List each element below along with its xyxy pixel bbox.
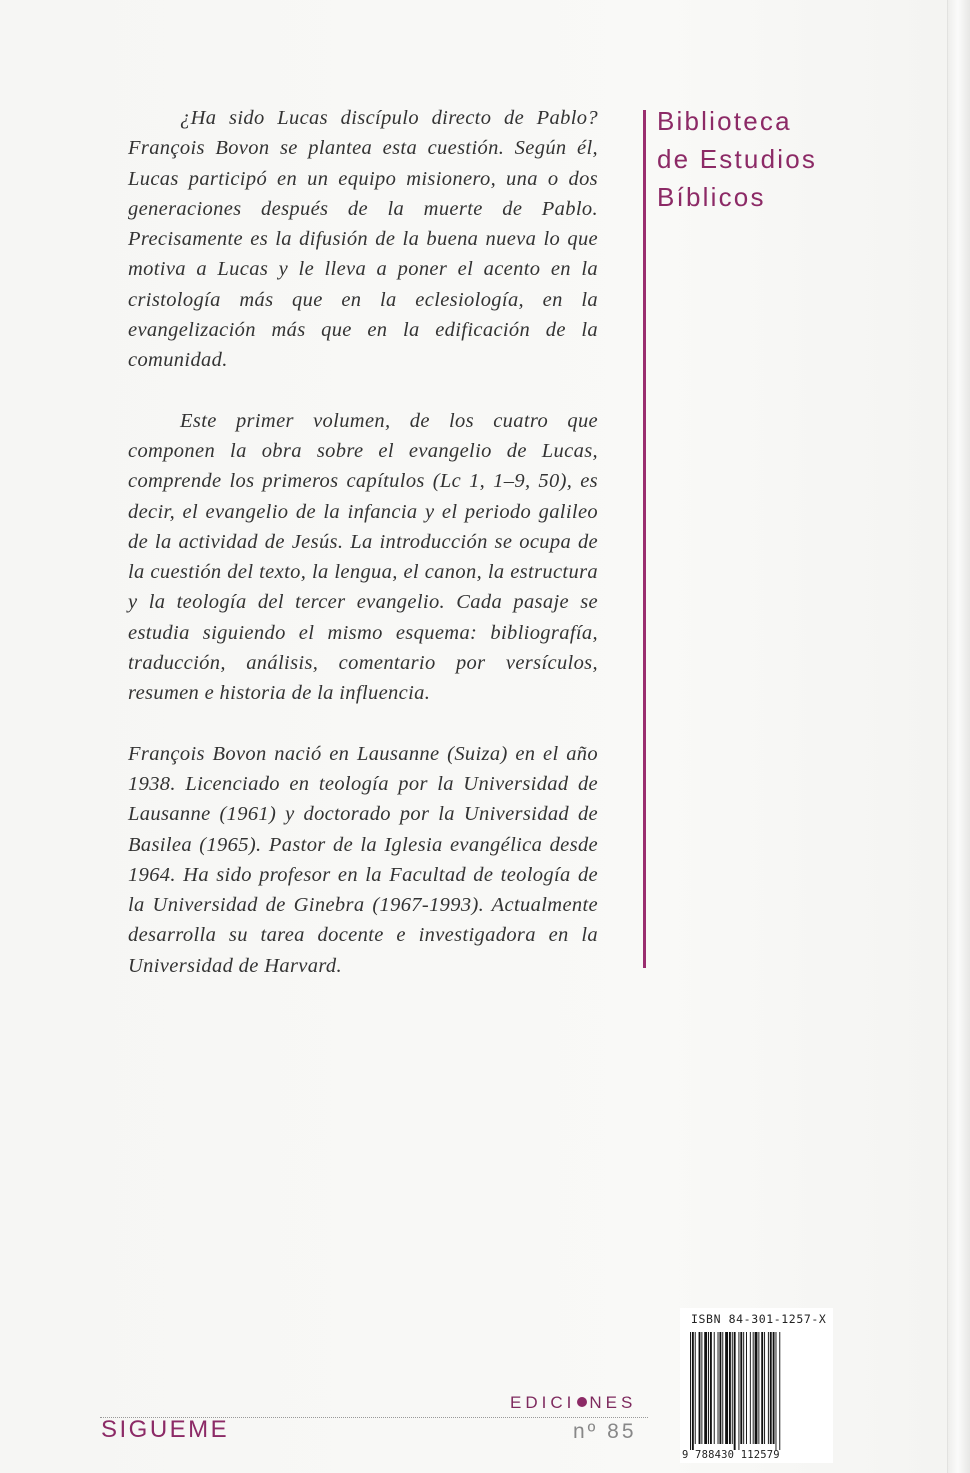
series-number: nº 85 <box>573 1420 637 1443</box>
series-title <box>657 102 817 216</box>
blurb-paragraph-1: ¿Ha sido Lucas discípulo directo de Pablo? François Bovon se plantea esta cuestión. Según él, Lucas participó en un equipo misionero, una o dos generaciones después de la muerte de Pablo. Precisamente es la difusión de la buena nueva lo que motiva a Lucas y le lleva a poner el acento en la cristología más que en la eclesiología, en la evangelización más que en la edificación de la comunidad. <box>128 107 598 372</box>
ediciones-text-start: EDICI <box>510 1393 576 1412</box>
isbn-label: ISBN 84-301-1257-X <box>691 1312 827 1326</box>
blurb-paragraph-2: Este primer volumen, de los cuatro que componen la obra sobre el evangelio de Lucas, comprende los primeros capítulos (Lc 1, 1–9, 50), es decir, el evangelio de la infancia y el periodo galileo de la actividad de Jesús. La introducción se ocupa de la cuestión del texto, la lengua, el canon, la estructura y la teología del tercer evangelio. Cada pasaje se estudia siguiendo el mismo esquema: bibliografía, traducción, análisis, comentario por versículos, resumen e historia de la influencia. <box>128 409 598 705</box>
publisher-name: SIGUEME <box>101 1416 230 1443</box>
back-cover-blurb <box>128 103 598 981</box>
series-title-line-3: Bíblicos <box>657 182 766 212</box>
series-vertical-rule <box>643 110 646 968</box>
ediciones-text-end: NES <box>589 1393 637 1412</box>
book-edge <box>947 0 970 1473</box>
series-title-line-1: Biblioteca <box>657 106 792 136</box>
ediciones-dot-icon <box>577 1397 587 1407</box>
barcode-icon <box>688 1332 828 1450</box>
author-bio: François Bovon nació en Lausanne (Suiza) en el año 1938. Licenciado en teología por la Universidad de Lausanne (1961) y doctorado por la Universidad de Basilea (1965). Pastor de la Iglesia evangélica desde 1964. Ha sido profesor en la Facultad de teología de la Universidad de Ginebra (1967-1993). Actualmente desarrolla su tarea docente e investigadora en la Universidad de Harvard. <box>128 742 598 977</box>
publisher-ediciones <box>510 1393 636 1413</box>
series-title-line-2: de Estudios <box>657 144 818 174</box>
barcode-digits: 9 788430 112579 <box>682 1449 780 1461</box>
